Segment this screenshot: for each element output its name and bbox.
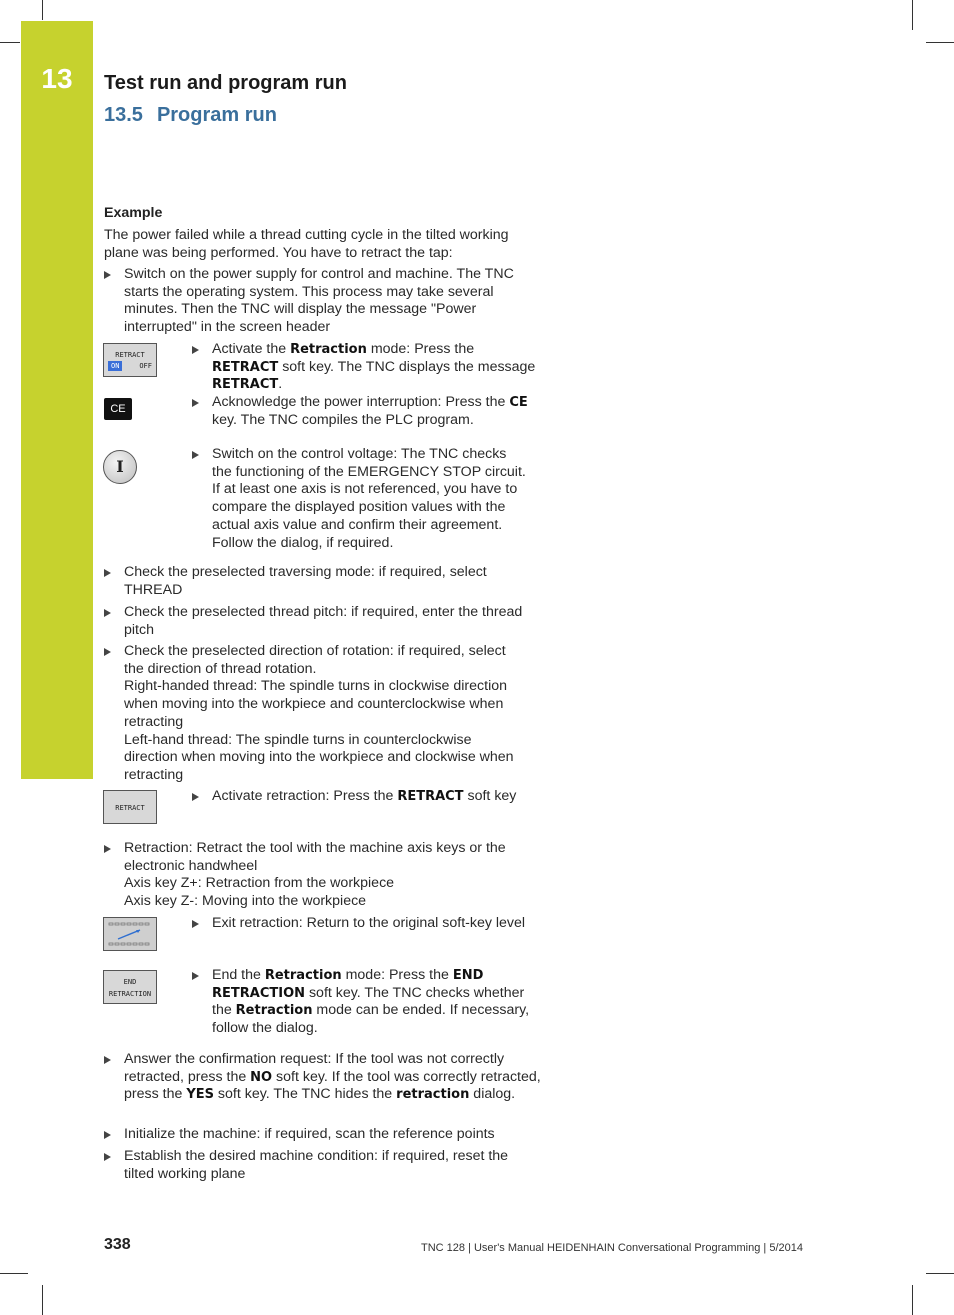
- step-item: Check the preselected direction of rotation: if required, select the direction of thread rotation. Right-handed thread: The spindle turns in clockwise direction when moving into the workpiece and counterclockwise when retracting Left-hand thread: The spindle turns in counterclockwise direction when moving into the workpiece and clockwise when retracting: [104, 643, 544, 785]
- retract-softkey[interactable]: [103, 790, 157, 824]
- example-heading: Example: [104, 205, 163, 221]
- step-text: dialog.: [469, 1086, 516, 1103]
- softkey-label: RETRACTION: [108, 990, 152, 998]
- step-text: soft key. The TNC displays the message: [278, 358, 536, 375]
- ce-key[interactable]: CE: [104, 398, 132, 420]
- crop-mark: [0, 1273, 28, 1274]
- chapter-tab: [21, 21, 93, 779]
- step-text: Activate retraction: Press the: [212, 788, 398, 804]
- crop-mark: [0, 42, 20, 43]
- softkey-label: END: [123, 978, 137, 986]
- toggle-on-label: ON: [108, 361, 122, 371]
- step-text: Answer the confirmation request: If the tool was not correctly retracted, press the: [124, 1051, 505, 1085]
- step-text: Activate the: [212, 341, 291, 357]
- step-text: soft key: [463, 788, 517, 804]
- step-item: Check the preselected traversing mode: if required, select THREAD: [104, 564, 544, 599]
- emphasis-term: YES: [186, 1087, 214, 1103]
- intro-line: plane was being performed. You have to retract the tap:: [104, 244, 453, 261]
- step-item: [192, 788, 544, 806]
- section-number: 13.5: [104, 104, 143, 126]
- step-text: mode can be ended. If necessary, follow the dialog.: [212, 1002, 530, 1037]
- page-number: 338: [104, 1236, 131, 1253]
- section-name: Program run: [156, 104, 277, 126]
- emphasis-term: RETRACT: [397, 789, 464, 804]
- switch-level-icon: [104, 918, 156, 950]
- step-text: .: [278, 376, 283, 393]
- crop-mark: [42, 1285, 43, 1315]
- intro-paragraph: [104, 227, 509, 262]
- softkey-label: RETRACT: [115, 804, 145, 812]
- emphasis-term: END RETRACTION: [212, 968, 484, 1001]
- chapter-title: Test run and program run: [104, 72, 347, 94]
- control-voltage-on-key[interactable]: I: [103, 450, 137, 484]
- emphasis-term: Retraction: [264, 968, 342, 983]
- step-item: Switch on the control voltage: The TNC checks the functioning of the EMERGENCY STOP circuit. If at least one axis is not referenced, you have to compare the displayed position values with the actual axis value and confirm their agreement. Follow the dialog, if required.: [192, 446, 544, 552]
- bullet-arrow-icon: [192, 972, 199, 980]
- page-footer: TNC 128 | User's Manual HEIDENHAIN Conversational Programming | 5/2014: [421, 1242, 803, 1254]
- step-text: soft key. The TNC hides the: [213, 1086, 397, 1103]
- end-retraction-softkey[interactable]: [103, 970, 157, 1004]
- bullet-arrow-icon: [104, 845, 111, 853]
- bullet-arrow-icon: [192, 399, 199, 407]
- step-text: key. The TNC compiles the PLC program.: [212, 411, 474, 428]
- emphasis-term: Retraction: [290, 342, 367, 357]
- chapter-number: 13: [41, 63, 73, 94]
- emphasis-term: NO: [250, 1069, 273, 1085]
- step-item: Initialize the machine: if required, scan the reference points: [104, 1126, 544, 1144]
- bullet-arrow-icon: [104, 569, 111, 577]
- crop-mark: [42, 0, 43, 20]
- crop-mark: [912, 0, 913, 30]
- bullet-arrow-icon: [104, 1153, 111, 1161]
- step-item: Establish the desired machine condition: if required, reset the tilted working plane: [104, 1148, 544, 1183]
- emphasis-term: RETRACT: [212, 359, 279, 375]
- step-text: End the: [212, 967, 265, 983]
- emphasis-term: Retraction: [235, 1003, 313, 1019]
- step-item: Check the preselected thread pitch: if required, enter the thread pitch: [104, 604, 544, 639]
- bullet-arrow-icon: [104, 648, 111, 656]
- bullet-arrow-icon: [104, 609, 111, 617]
- crop-mark: [926, 42, 954, 43]
- emphasis-term: RETRACT: [212, 377, 279, 393]
- step-text: Acknowledge the power interruption: Press the: [212, 394, 510, 410]
- crop-mark: [926, 1273, 954, 1274]
- bullet-arrow-icon: [104, 271, 111, 279]
- step-item: [104, 1051, 544, 1104]
- bullet-arrow-icon: [192, 793, 199, 801]
- softkey-level-switch-key[interactable]: [103, 917, 157, 951]
- emphasis-term: CE: [509, 395, 528, 410]
- toggle-off-label: OFF: [139, 362, 152, 370]
- crop-mark: [912, 1285, 913, 1315]
- step-item: [192, 341, 544, 394]
- bullet-arrow-icon: [192, 451, 199, 459]
- step-item: Switch on the power supply for control and machine. The TNC starts the operating system. This process may take several minutes. Then the TNC will display the message "Power interrupted" in the screen header: [104, 266, 544, 337]
- step-text: mode: Press the: [366, 341, 475, 357]
- step-text: soft key. If the tool was correctly retracted, press the: [124, 1068, 541, 1103]
- bullet-arrow-icon: [104, 1056, 111, 1064]
- bullet-arrow-icon: [192, 346, 199, 354]
- emphasis-term: retraction: [396, 1087, 470, 1103]
- softkey-label: RETRACT: [115, 351, 145, 359]
- bullet-arrow-icon: [104, 1131, 111, 1139]
- bullet-arrow-icon: [192, 920, 199, 928]
- step-item: Retraction: Retract the tool with the machine axis keys or the electronic handwheel Axis key Z+: Retraction from the workpiece Axis key Z-: Moving into the workpiece: [104, 840, 544, 911]
- intro-line: The power failed while a thread cutting cycle in the tilted working: [104, 227, 509, 243]
- retract-toggle-softkey[interactable]: [103, 343, 157, 377]
- step-item: Exit retraction: Return to the original soft-key level: [192, 915, 544, 933]
- step-item: [192, 394, 544, 429]
- section-title: [104, 104, 277, 127]
- step-text: soft key. The TNC checks whether the: [212, 984, 525, 1019]
- step-item: [192, 967, 544, 1038]
- step-text: mode: Press the: [341, 967, 453, 983]
